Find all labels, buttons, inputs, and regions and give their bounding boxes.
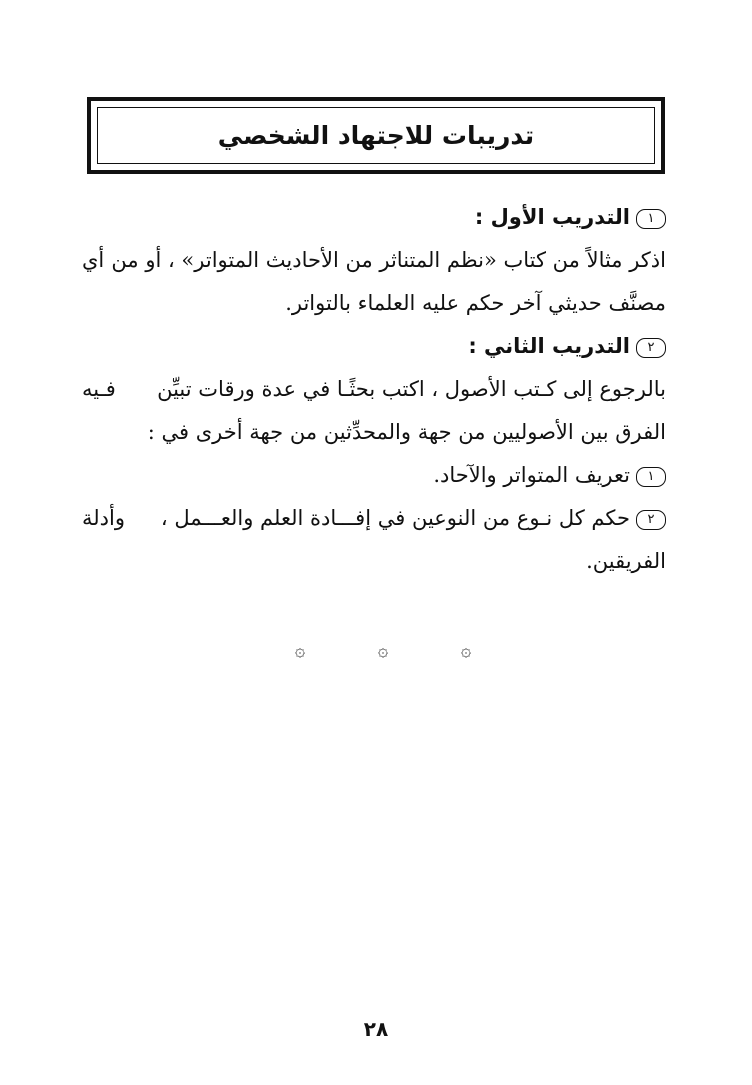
page-number: ٢٨ xyxy=(363,1017,389,1041)
exercise-2 xyxy=(82,325,666,583)
exercise-2-item-2-text-b: وأدلة xyxy=(82,506,125,530)
ornament-icon: ۞ xyxy=(460,640,472,661)
exercise-1-line-2: مصنَّف حديثي آخر حكم عليه العلماء بالتواتر. xyxy=(285,291,666,315)
title-frame-inner xyxy=(97,107,655,164)
exercise-1-line-1 xyxy=(82,239,666,282)
exercise-2-item-2-badge: ٢ xyxy=(636,510,666,530)
exercise-1-number-badge: ١ xyxy=(636,209,666,229)
exercise-2-item-2-line-2: الفريقين. xyxy=(586,549,666,573)
exercise-2-item-1 xyxy=(82,454,666,497)
exercise-1-text-1a: اذكر مثالاً من كتاب «نظم المتناثر من الأحاديث المتواتر» ، أو من xyxy=(111,248,666,272)
title-frame xyxy=(87,97,665,174)
exercise-2-text-1a: بالرجوع إلى كـتب الأصول ، اكتب بحثًـا في عدة ورقات تبيِّن xyxy=(157,377,666,401)
exercise-2-text-1b: فـيه xyxy=(82,377,116,401)
exercise-2-heading-line xyxy=(82,325,666,368)
page-title: تدريبات للاجتهاد الشخصي xyxy=(217,121,535,150)
section-ornaments xyxy=(290,640,476,661)
exercise-1-text-1b: أي xyxy=(82,248,105,272)
exercise-2-heading: التدريب الثاني : xyxy=(468,334,630,358)
exercise-1 xyxy=(82,196,666,325)
exercise-2-number-badge: ٢ xyxy=(636,338,666,358)
exercise-2-item-1-badge: ١ xyxy=(636,467,666,487)
ornament-icon: ۞ xyxy=(294,640,306,661)
exercise-1-heading-line xyxy=(82,196,666,239)
exercise-1-heading: التدريب الأول : xyxy=(474,205,630,229)
exercise-2-line-2: الفرق بين الأصوليين من جهة والمحدِّثين من جهة أخرى في : xyxy=(147,420,666,444)
exercise-2-item-2 xyxy=(82,497,666,540)
exercise-2-item-2-text-a: حكم كل نـوع من النوعين في إفـــادة العلم والعـــمل ، xyxy=(160,506,630,530)
ornament-icon: ۞ xyxy=(377,640,389,661)
exercise-2-line-1 xyxy=(82,368,666,411)
exercise-2-item-1-text: تعريف المتواتر والآحاد. xyxy=(433,463,630,487)
